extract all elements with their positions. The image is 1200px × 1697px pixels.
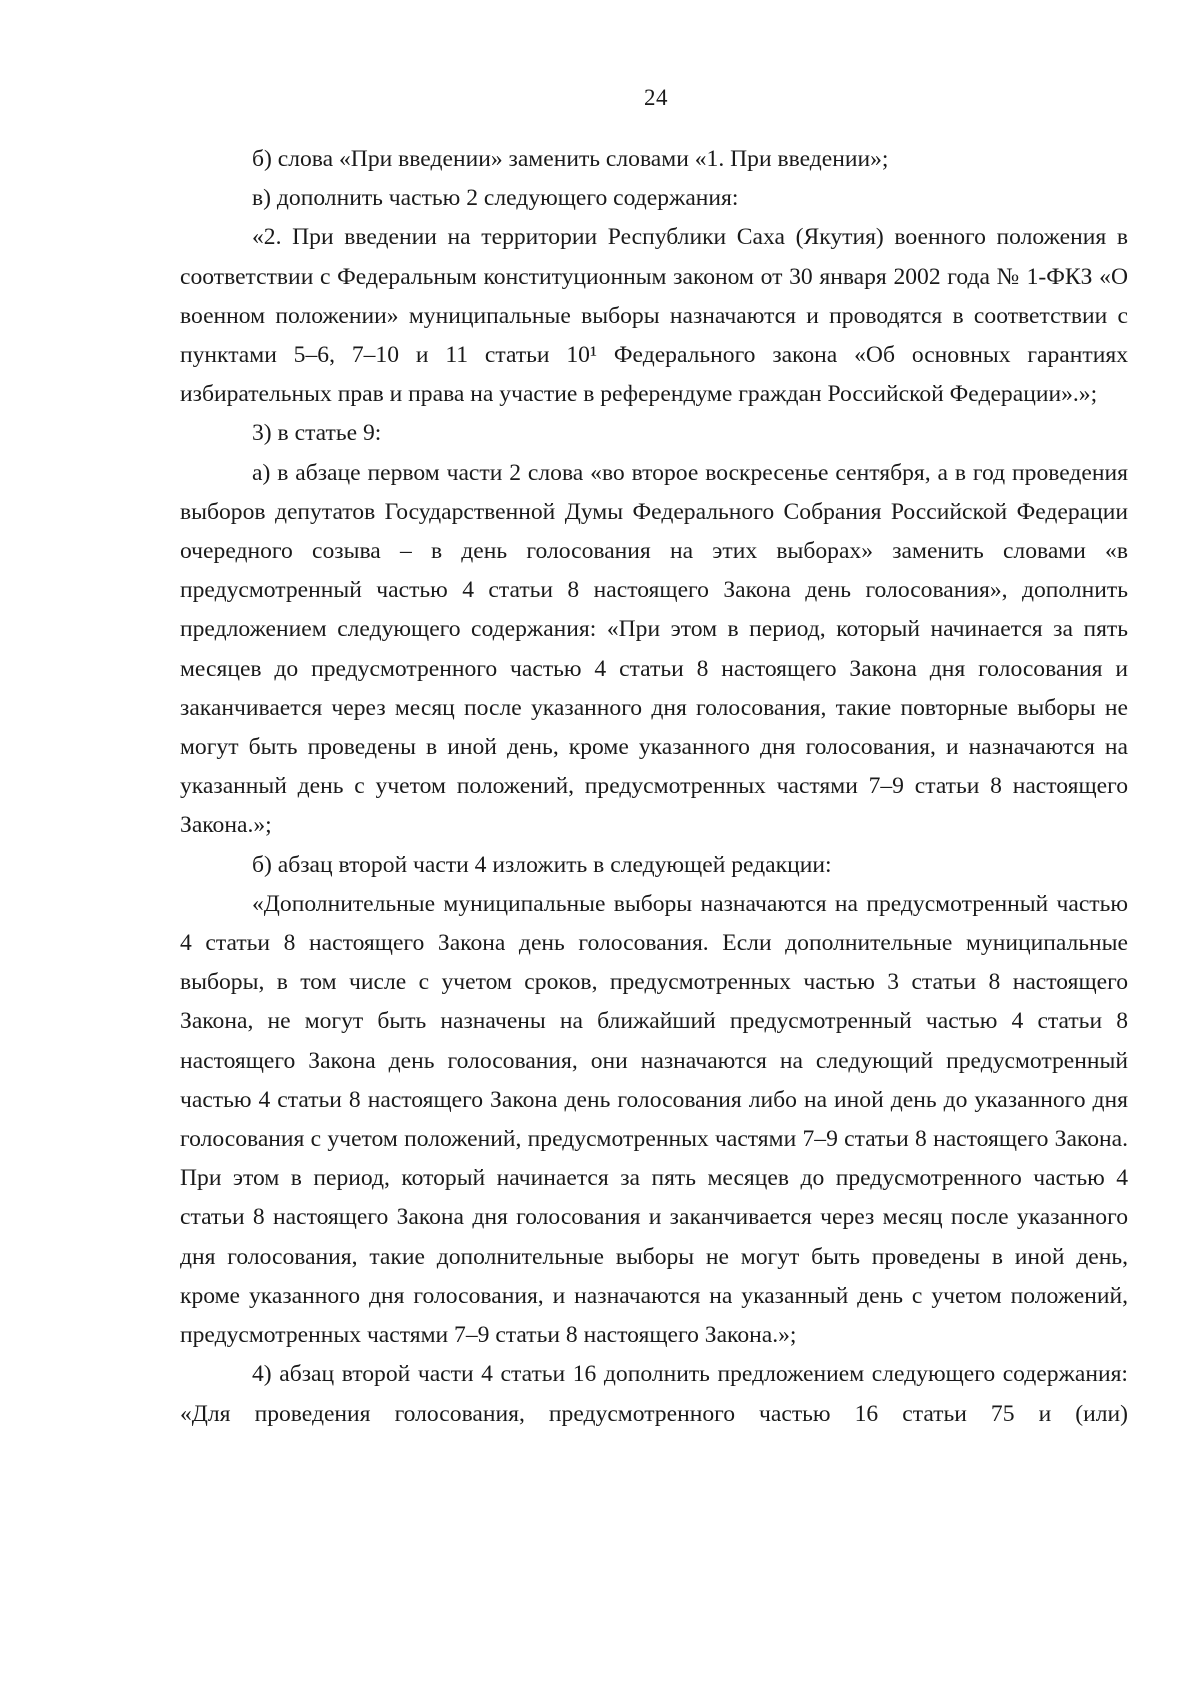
paragraph-article-9-a: а) в абзаце первом части 2 слова «во второе воскресенье сентября, а в год проведения выборов депутатов Государственной Думы Федерального Собрания Российской Федерации очередного созыва – в день голосования на этих выборах» заменить словами «в предусмотренный частью 4 статьи 8 настоящего Закона день голосования», дополнить предложением следующего содержания: «При этом в период, который начинается за пять месяцев до предусмотренного частью 4 статьи 8 настоящего Закона дня голосования и заканчивается через месяц после указанного дня голосования, такие повторные выборы не могут быть проведены в иной день, кроме указанного дня голосования, и назначаются на указанный день с учетом положений, предусмотренных частями 7–9 статьи 8 настоящего Закона.»;: [180, 459, 1128, 839]
paragraph-part-2-martial-law: «2. При введении на территории Республики Саха (Якутия) военного положения в соответствии с Федеральным конституционным законом от 30 января 2002 года № 1-ФКЗ «О военном положении» муниципальные выборы назначаются и проводятся в соответствии с пунктами 5–6, 7–10 и 11 статьи 10¹ Федерального закона «Об основных гарантиях избирательных прав и права на участие в референдуме граждан Российской Федерации».»;: [180, 224, 1128, 408]
page-number: 24: [644, 85, 668, 110]
document-body: [180, 140, 1128, 1434]
paragraph-amendment-b: б) слова «При введении» заменить словами «1. При введении»;: [252, 146, 889, 172]
paragraph-article-9-b: б) абзац второй части 4 изложить в следующей редакции:: [252, 851, 832, 878]
paragraph-article-9: 3) в статье 9:: [252, 420, 382, 447]
paragraph-additional-elections: «Дополнительные муниципальные выборы назначаются на предусмотренный частью 4 статьи 8 настоящего Закона день голосования. Если дополнительные муниципальные выборы, в том числе с учетом сроков, предусмотренных частью 3 статьи 8 настоящего Закона, не могут быть назначены на ближайший предусмотренный частью 4 статьи 8 настоящего Закона день голосования, они назначаются на следующий предусмотренный частью 4 статьи 8 настоящего Закона день голосования либо на иной день до указанного дня голосования с учетом положений, предусмотренных частями 7–9 статьи 8 настоящего Закона. При этом в период, который начинается за пять месяцев до предусмотренного частью 4 статьи 8 настоящего Закона дня голосования и заканчивается через месяц после указанного дня голосования, такие дополнительные выборы не могут быть проведены в иной день, кроме указанного дня голосования, и назначаются на указанный день с учетом положений, предусмотренных частями 7–9 статьи 8 настоящего Закона.»;: [180, 890, 1128, 1349]
paragraph-article-16: 4) абзац второй части 4 статьи 16 дополнить предложением следующего содержания: «Для проведения голосования, предусмотренного частью 16 статьи 75 и (или): [180, 1361, 1128, 1427]
paragraph-amendment-v: в) дополнить частью 2 следующего содержания:: [252, 185, 739, 212]
